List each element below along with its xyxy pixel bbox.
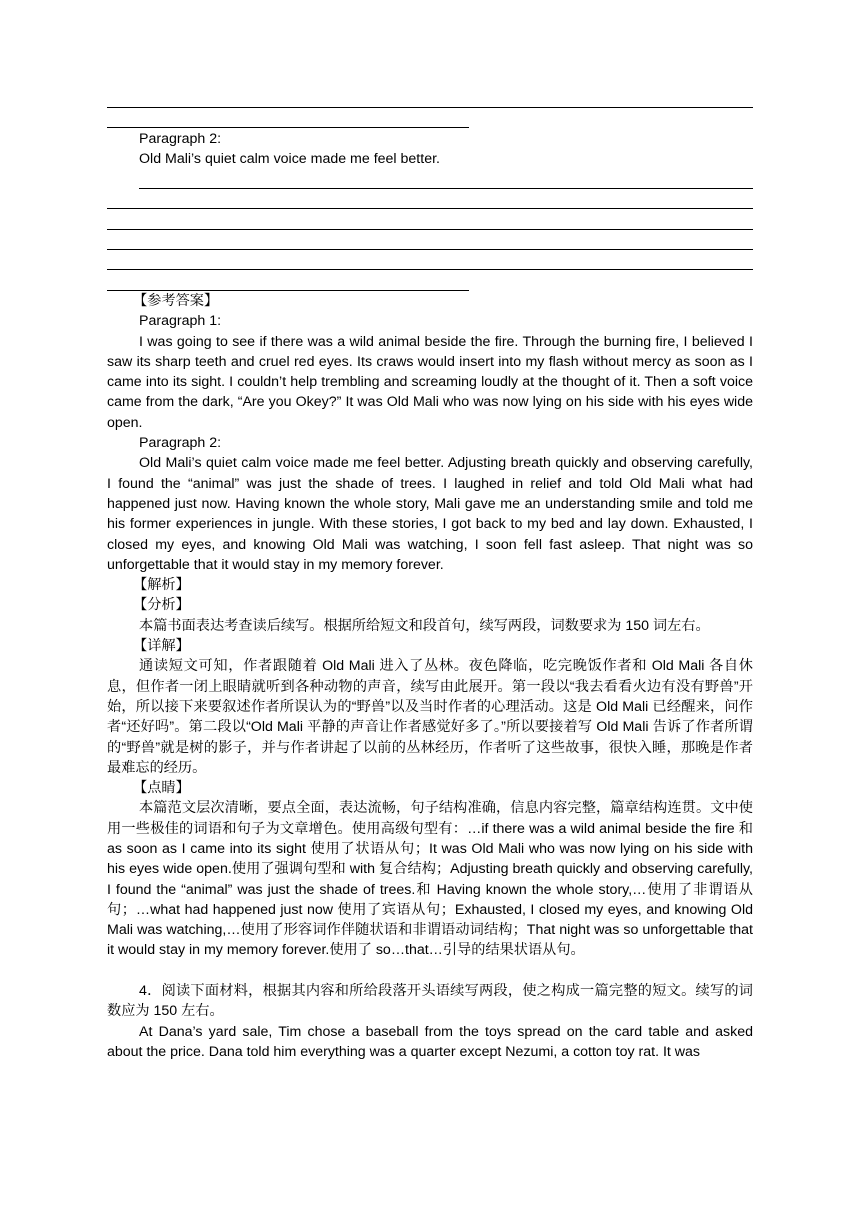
analysis-heading: 【解析】 [133,577,190,594]
dianjing-heading: 【点睛】 [133,780,190,797]
question4-passage: At Dana’s yard sale, Tim chose a baseball from the toys spread on the card table and asked about the price. Dana told him everything was a quarter except Nezumi, a cotton toy rat. It was [107,1023,753,1060]
answer-blank-line[interactable] [107,108,469,128]
answer-blank-line[interactable] [107,271,469,291]
answer-blank-line[interactable] [107,88,753,108]
answer-blank-line[interactable] [107,230,753,250]
paragraph2-label: Paragraph 2: [139,130,222,147]
answer-paragraph2-label: Paragraph 2: [139,435,222,452]
answer-blank-line[interactable] [107,250,753,270]
xiangjie-text: 通读短文可知，作者跟随着 Old Mali 进入了丛林。夜色降临，吃完晚饭作者和 Old Mali 各自休息，但作者一闭上眼睛就听到各种动物的声音，续写由此展开。第一段以“我去看看火边有没有野兽”开始，所以接下来要叙述作者所误认为的“野兽”以及当时作者的心理活动。这是 Old Mali 已经醒来，问作者“还好吗”。第二段以“Old Mali 平静的声音让作者感觉好多了。”所以要接着写 Old Mali 告诉了作者所谓的“野兽”就是树的影子，并与作者讲起了以前的丛林经历，作者听了这些故事，很快入睡，那晚是作者最难忘的经历。 [107,658,753,776]
answer-blank-line[interactable] [107,210,753,230]
fenxi-text: 本篇书面表达考查读后续写。根据所给短文和段首句，续写两段，词数要求为 150 词左右。 [139,617,710,634]
xiangjie-heading: 【详解】 [133,638,190,655]
dianjing-text: 本篇范文层次清晰，要点全面，表达流畅，句子结构准确，信息内容完整，篇章结构连贯。文中使用一些极佳的词语和句子为文章增色。使用高级句型有：…if there was a wild animal beside the fire 和 as soon as I came into its sight 使用了状语从句；It was Old Mali who was now lying on his side with his eyes wide open.使用了强调句型和 with 复合结构；Adjusting breath quickly and observing carefully, I found the “animal” was just the shade of trees.和 Having known the whole story,…使用了非谓语从句；…what had happened just now 使用了宾语从句；Exhausted, I closed my eyes, and knowing Old Mali was watching,…使用了形容词作伴随状语和非谓语动词结构；That night was so unforgettable that it would stay in my memory forever.使用了 so…that…引导的结果状语从句。 [107,800,753,959]
document-body [107,88,753,1062]
spacer [107,961,753,981]
answer-paragraph2-text: Old Mali’s quiet calm voice made me feel better. Adjusting breath quickly and observing carefully, I found the “animal” was just the shade of trees. I laughed in relief and told Old Mali what had happened just now. Having known the whole story, Mali gave me an understanding smile and told me his former experiences in jungle. With these stories, I got back to my bed and lay down. Exhausted, I closed my eyes, and knowing Old Mali was watching, I soon fell fast asleep. That night was so unforgettable that it would stay in my memory forever. [107,455,753,573]
answer-blank-line[interactable] [107,189,753,209]
answer-paragraph1-label: Paragraph 1: [139,313,222,330]
question4-prompt: 4．阅读下面材料，根据其内容和所给段落开头语续写两段，使之构成一篇完整的短文。续写的词数应为 150 左右。 [107,983,753,1020]
paragraph2-opening-sentence: Old Mali’s quiet calm voice made me feel better. [139,150,440,167]
answer-paragraph1-text: I was going to see if there was a wild animal beside the fire. Through the burning fire, I believed I saw its sharp teeth and cruel red eyes. Its craws would insert into my flash without mercy as soon as I came into its sight. I couldn’t help trembling and screaming loudly at the thought of it. Then a soft voice came from the dark, “Are you Okey?” It was Old Mali who was now lying on his side with his eyes wide open. [107,333,753,431]
answer-blank-line[interactable] [139,169,753,189]
reference-answer-heading: 【参考答案】 [133,292,219,309]
fenxi-heading: 【分析】 [133,597,190,614]
